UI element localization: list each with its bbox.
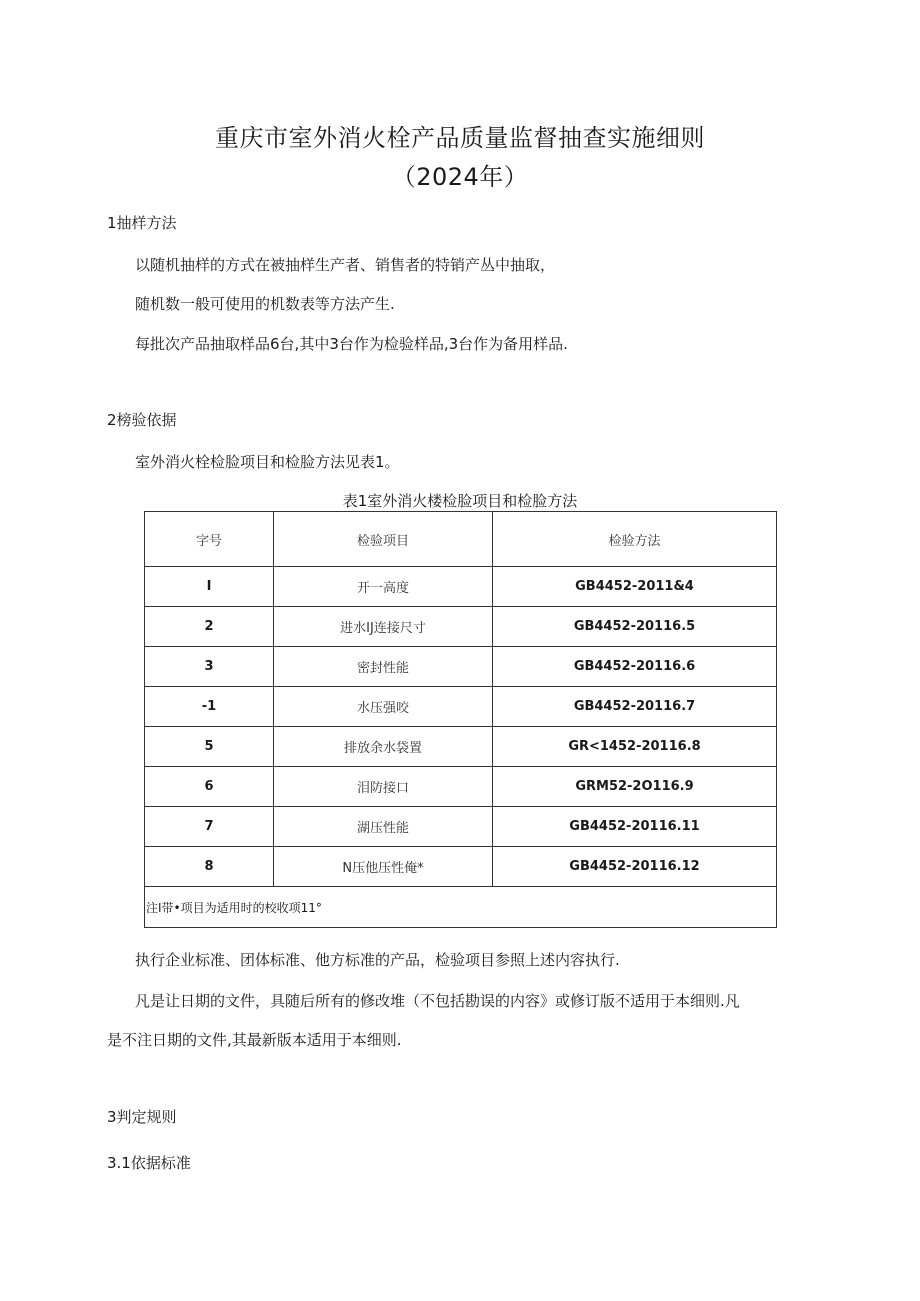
table-row: [145, 767, 777, 807]
section-3-heading: 3判定规则: [107, 1108, 177, 1126]
paragraph: 以随机抽样的方式在被抽样生产者、销售者的特销产丛中抽取，: [135, 256, 556, 274]
cell-no: 3: [145, 647, 274, 687]
cell-method: GB4452-20116.11: [493, 807, 777, 847]
section-3-1-heading: 3.1依据标准: [107, 1154, 191, 1172]
table-row: [145, 807, 777, 847]
table-row: [145, 607, 777, 647]
header-no: 字号: [145, 512, 274, 567]
paragraph: 随机数一般可使用的机数表等方法产生.: [135, 295, 395, 313]
table-row: [145, 687, 777, 727]
cell-item: 水压强咬: [274, 687, 493, 727]
header-item: 检验项目: [274, 512, 493, 567]
cell-method: GB4452-20116.12: [493, 847, 777, 887]
paragraph: 凡是让日期的文件，具随后所有的修改堆（不包括勘误的内容》或修订版不适用于本细则.凡: [135, 992, 740, 1010]
table-row: [145, 727, 777, 767]
header-method: 检验方法: [493, 512, 777, 567]
paragraph: 室外消火栓检脸项目和检脸方法见表1。: [135, 453, 400, 471]
cell-no: 8: [145, 847, 274, 887]
section-2-heading: 2榜验依据: [107, 411, 177, 429]
cell-no: 2: [145, 607, 274, 647]
paragraph: 每批次产品抽取样品6台,其中3台作为检验样品,3台作为备用样品.: [135, 335, 568, 353]
cell-no: -1: [145, 687, 274, 727]
cell-no: 7: [145, 807, 274, 847]
cell-item: 密封性能: [274, 647, 493, 687]
cell-item: 开一高度: [274, 567, 493, 607]
paragraph: 执行企业标准、团体标准、他方标准的产品，检验项目参照上述内容执行.: [135, 951, 620, 969]
table-row: [145, 847, 777, 887]
cell-item: 泪防接口: [274, 767, 493, 807]
cell-item: N压他压性俺*: [274, 847, 493, 887]
cell-no: 5: [145, 727, 274, 767]
table-header-row: [145, 512, 777, 567]
table-row: [145, 647, 777, 687]
cell-method: GRM52-2O116.9: [493, 767, 777, 807]
table-row: [145, 567, 777, 607]
table-note-row: [145, 887, 777, 928]
cell-item: 进水IJ连接尺寸: [274, 607, 493, 647]
table-note: 注I带•项目为适用时的校收项11°: [145, 887, 777, 928]
cell-method: GB4452-2011&4: [493, 567, 777, 607]
doc-title: 重庆市室外消火栓产品质量监督抽查实施细则: [215, 124, 705, 152]
cell-method: GB4452-20116.7: [493, 687, 777, 727]
cell-method: GB4452-20116.5: [493, 607, 777, 647]
paragraph: 是不注日期的文件,其最新版本适用于本细则.: [107, 1031, 402, 1049]
cell-no: I: [145, 567, 274, 607]
cell-method: GB4452-20116.6: [493, 647, 777, 687]
cell-no: 6: [145, 767, 274, 807]
cell-item: 湖压性能: [274, 807, 493, 847]
table-caption: 表1室外消火楼检脸项目和检脸方法: [342, 492, 578, 510]
cell-item: 排放余水袋置: [274, 727, 493, 767]
doc-year: （2024年）: [391, 163, 529, 191]
inspection-table: [144, 511, 777, 928]
section-1-heading: 1抽样方法: [107, 214, 177, 232]
cell-method: GR<1452-20116.8: [493, 727, 777, 767]
